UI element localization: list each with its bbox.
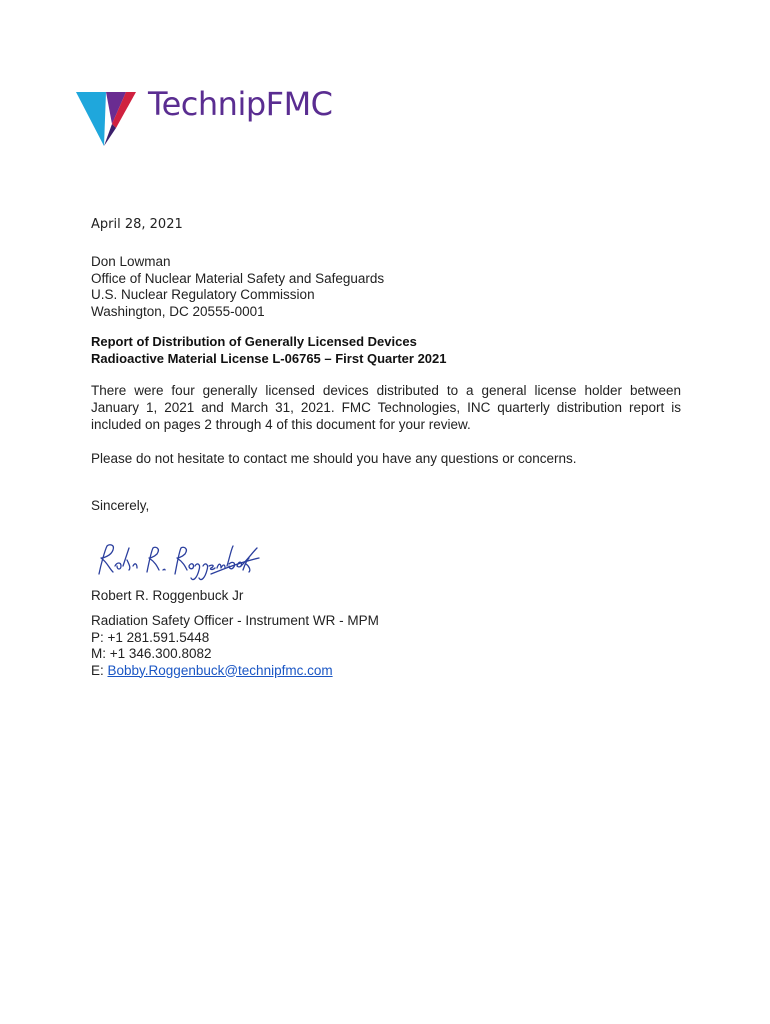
subject-heading [91, 334, 447, 367]
signatory-name: Robert R. Roggenbuck Jr [91, 588, 244, 603]
recipient-city: Washington, DC 20555-0001 [91, 303, 265, 319]
closing-salutation: Sincerely, [91, 498, 150, 513]
company-logo [76, 84, 376, 148]
recipient-agency: U.S. Nuclear Regulatory Commission [91, 287, 315, 302]
subject-line-2: Radioactive Material License L-06765 – First Quarter 2021 [91, 350, 447, 366]
email-link[interactable]: Bobby.Roggenbuck@technipfmc.com [107, 662, 333, 678]
recipient-name: Don Lowman [91, 254, 171, 269]
contact-details [91, 613, 379, 679]
recipient-address [91, 254, 384, 320]
body-paragraph-1: There were four generally licensed devices distributed to a general license holder between January 1, 2021 and March 31, 2021. FMC Technologies, INC quarterly distribution report is included on pages 2 through 4 of this document for your review. [91, 383, 681, 432]
phone-line: P: +1 281.591.5448 [91, 629, 210, 645]
letter-date: April 28, 2021 [91, 217, 183, 232]
recipient-office: Office of Nuclear Material Safety and Safeguards [91, 270, 385, 286]
signatory-title: Radiation Safety Officer - Instrument WR - MPM [91, 613, 379, 628]
logo-wordmark: TechnipFMC [148, 85, 333, 123]
email-prefix: E: [91, 662, 108, 678]
technipfmc-logo-mark-icon [76, 84, 144, 148]
handwritten-signature [91, 536, 266, 586]
subject-line-1: Report of Distribution of Generally Licensed Devices [91, 334, 417, 349]
mobile-line: M: +1 346.300.8082 [91, 646, 212, 661]
body-paragraph-2: Please do not hesitate to contact me should you have any questions or concerns. [91, 451, 577, 466]
email-line [91, 663, 379, 680]
